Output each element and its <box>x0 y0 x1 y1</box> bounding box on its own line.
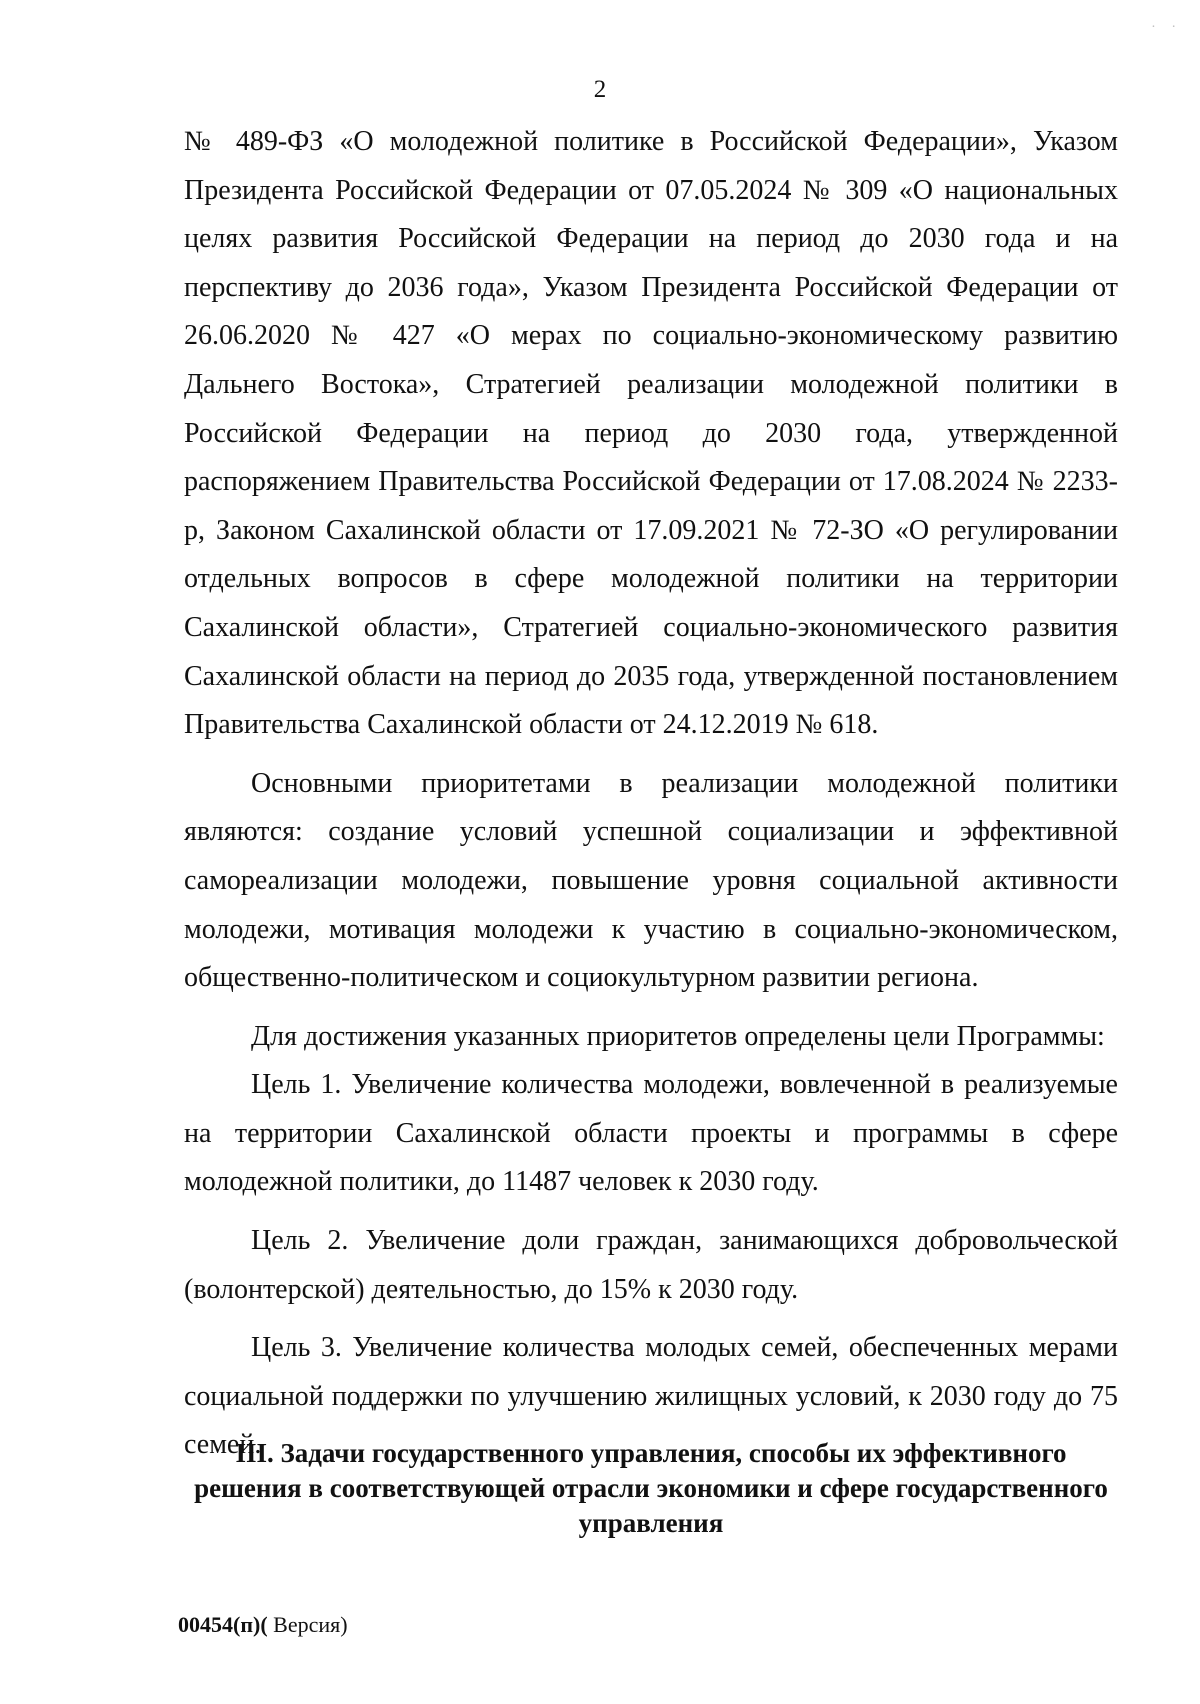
footer-code: 00454(п)( <box>178 1612 268 1637</box>
paragraph-legal-basis: № 489-ФЗ «О молодежной политике в Российской Федерации», Указом Президента Российской Федерации от 07.05.2024 № 309 «О национальных целях развития Российской Федерации на период до 2030 года и на перспективу до 2036 года», Указом Президента Российской Федерации от 26.06.2020 № 427 «О мерах по социально-экономическому развитию Дальнего Востока», Стратегией реализации молодежной политики в Российской Федерации на период до 2030 года, утвержденной распоряжением Правительства Российской Федерации от 17.08.2024 № 2233-р, Законом Сахалинской области от 17.09.2021 № 72-ЗО «О регулировании отдельных вопросов в сфере молодежной политики на территории Сахалинской области», Стратегией социально-экономического развития Сахалинской области на период до 2035 года, утвержденной постановлением Правительства Сахалинской области от 24.12.2019 № 618. <box>184 126 1118 741</box>
document-body <box>184 118 1118 1470</box>
paragraph-priorities: Основными приоритетами в реализации молодежной политики являются: создание условий успешной социализации и эффективной самореализации молодежи, повышение уровня социальной активности молодежи, мотивация молодежи к участию в социально-экономическом, общественно-политическом и социокультурном развитии региона. <box>184 767 1118 994</box>
paragraph-goals-intro: Для достижения указанных приоритетов определены цели Программы: <box>251 1020 1105 1052</box>
page-number: 2 <box>593 76 607 103</box>
footer-document-code <box>178 1612 348 1638</box>
paragraph-goal-1: Цель 1. Увеличение количества молодежи, вовлеченной в реализуемые на территории Сахалинской области проекты и программы в сфере молодежной политики, до 11487 человек к 2030 году. <box>184 1069 1118 1198</box>
section-heading: III. Задачи государственного управления, способы их эффективного решения в соответствующей отрасли экономики и сфере государственного управления <box>194 1438 1108 1538</box>
footer-version: Версия) <box>267 1612 348 1637</box>
paragraph-goal-2: Цель 2. Увеличение доли граждан, занимающихся добровольческой (волонтерской) деятельностью, до 15% к 2030 году. <box>184 1225 1118 1305</box>
scan-specks: · · <box>1151 20 1182 35</box>
paragraph-goal-3: Цель 3. Увеличение количества молодых семей, обеспеченных мерами социальной поддержки по улучшению жилищных условий, к 2030 году до 75 семей. <box>184 1332 1118 1461</box>
